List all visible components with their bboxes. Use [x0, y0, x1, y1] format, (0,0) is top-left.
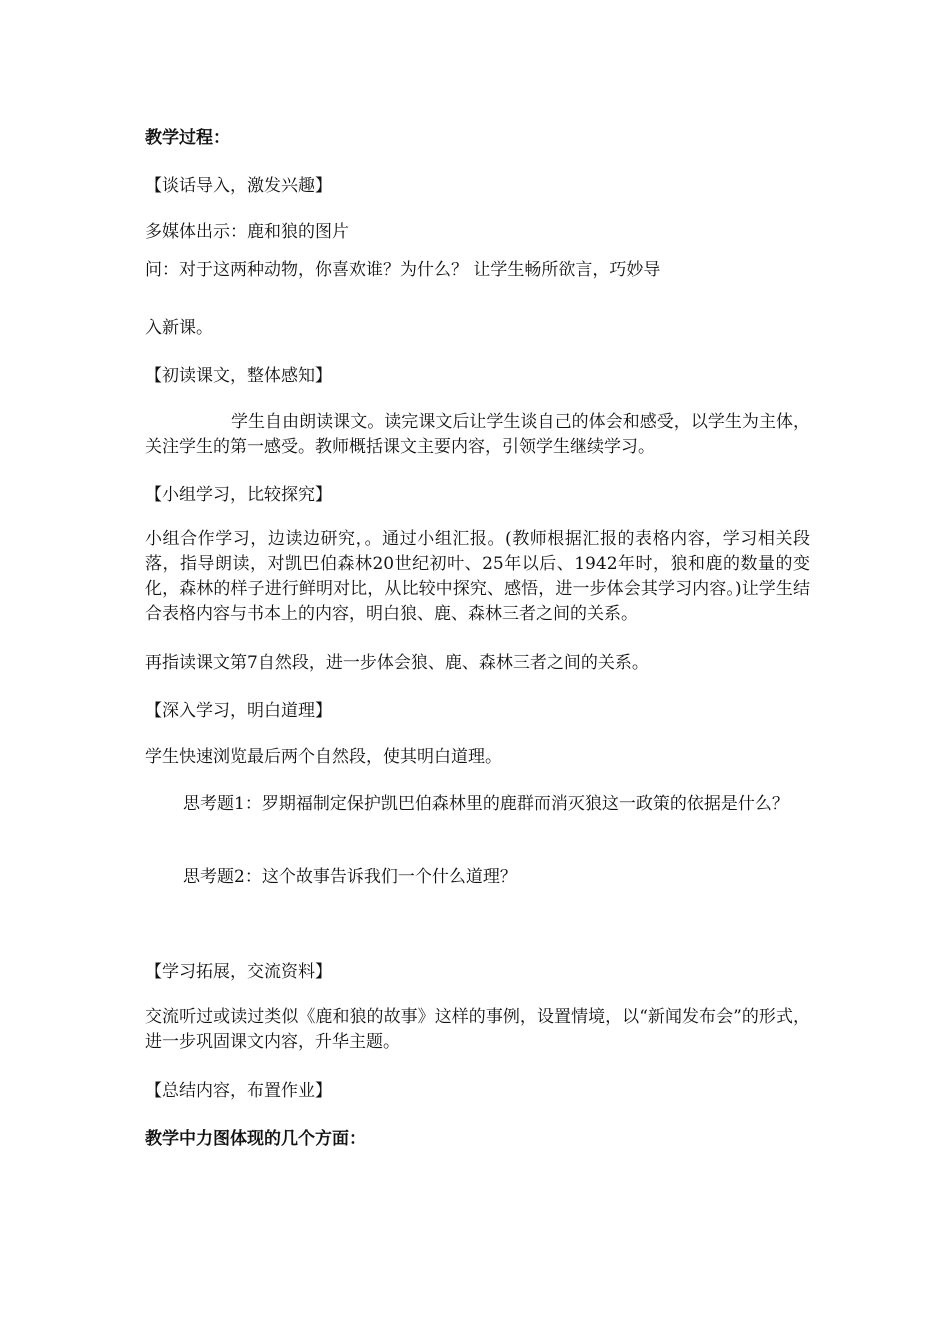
- deep-study-paragraph: 学生快速浏览最后两个自然段，使其明白道理。: [145, 747, 502, 767]
- heading-aspects: 教学中力图体现的几个方面：: [145, 1129, 366, 1149]
- section-title-summary: 【总结内容，布置作业】: [145, 1081, 332, 1101]
- intro-line-2: 问：对于这两种动物，你喜欢谁？为什么？ 让学生畅所欲言，巧妙导: [145, 260, 661, 280]
- intro-line-1: 多媒体出示：鹿和狼的图片: [145, 222, 349, 242]
- section-title-extension: 【学习拓展，交流资料】: [145, 962, 332, 982]
- group-study-followup: 再指读课文第7自然段，进一步体会狼、鹿、森林三者之间的关系。: [145, 653, 649, 673]
- section-title-intro: 【谈话导入，激发兴趣】: [145, 176, 332, 196]
- section-title-group-study: 【小组学习，比较探究】: [145, 485, 332, 505]
- group-study-paragraph: 小组合作学习，边读边研究，。通过小组汇报。(教师根据汇报的表格内容，学习相关段落，指导朗读，对凯巴伯森林20世纪初叶、25年以后、1942年时，狼和鹿的数量的变化，森林的样子进行鲜明对比，从比较中探究、感悟，进一步体会其学习内容。)让学生结合表格内容与书本上的内容，明白狼、鹿、森林三者之间的关系。: [145, 529, 810, 624]
- extension-paragraph: 交流听过或读过类似《鹿和狼的故事》这样的事例，设置情境，以“新闻发布会”的形式，进一步巩固课文内容，升华主题。: [145, 1007, 810, 1052]
- section-title-deep-study: 【深入学习，明白道理】: [145, 701, 332, 721]
- question-1: 思考题1：罗期福制定保护凯巴伯森林里的鹿群而消灭狼这一政策的依据是什么？: [183, 794, 789, 814]
- section-title-first-reading: 【初读课文，整体感知】: [145, 366, 332, 386]
- heading-teaching-process: 教学过程：: [145, 128, 230, 148]
- first-reading-paragraph: 学生自由朗读课文。读完课文后让学生谈自己的体会和感受，以学生为主体，关注学生的第一感受。教师概括课文主要内容，引领学生继续学习。: [145, 412, 810, 457]
- intro-line-3: 入新课。: [145, 318, 213, 338]
- question-2: 思考题2：这个故事告诉我们一个什么道理？: [183, 867, 517, 887]
